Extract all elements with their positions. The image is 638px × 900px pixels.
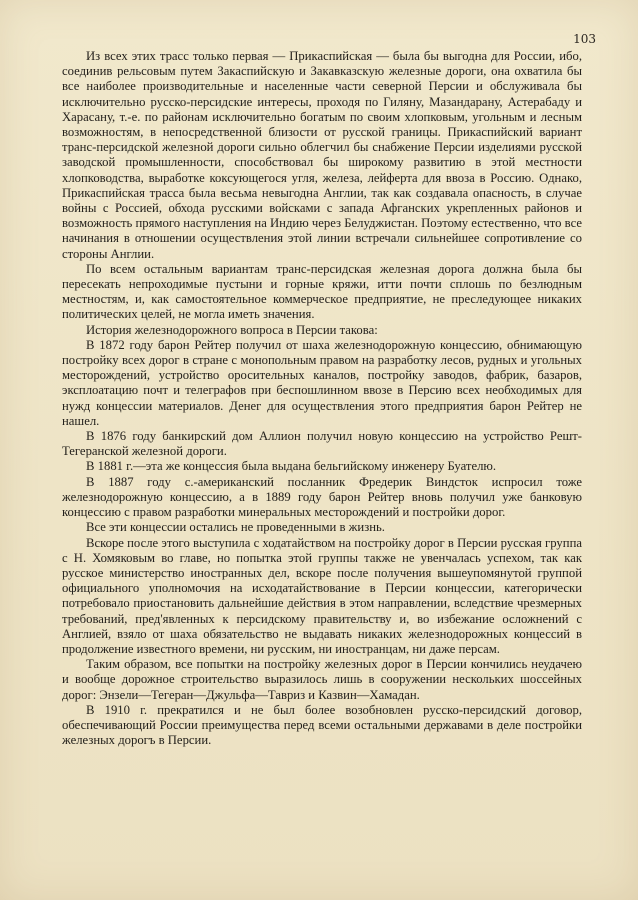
paragraph: По всем остальным вариантам транс-персидская железная дорога должна была бы пересекать непроходимые пустыни и горные кряжи, итти почти сплошь по безлюдным местностям, и, как самостоятельное коммерческое предприятие, не преследующее никаких политических целей, не могла иметь значения. <box>62 261 582 322</box>
paragraph: В 1876 году банкирский дом Аллион получил новую концессию на устройство Решт-Тегеранской железной дороги. <box>62 429 582 459</box>
paragraph: Вскоре после этого выступила с ходатайством на постройку дорог в Персии русская группа с Н. Хомяковым во главе, но попытка этой группы также не увенчалась успехом, так как русское министерство иностранных дел, вскоре после получения вышеупомянутой группой официального уполномочия на исходатайствование в Персии концессии, категорически потребовало приостановить дальнейшие действия в этом направлении, вследствие чрезмерных требований, пред'явленных к персидскому правительству и, во избежание осложнений с Англией, взяло от шаха обязательство не выдавать никаких железнодорожных концессий в продолжение известного времени, ни русским, ни иностранцам, ни даже персам. <box>62 535 582 656</box>
paragraph: Все эти концессии остались не проведенными в жизнь. <box>86 520 385 535</box>
page-number: 103 <box>573 32 596 46</box>
paragraph: В 1881 г.—эта же концессия была выдана бельгийскому инженеру Буателю. <box>86 459 497 474</box>
paragraph: Из всех этих трасс только первая — Прикаспийская — была бы выгодна для России, ибо, соединив рельсовым путем Закаспийскую и Закавказскую железные дороги, она охватила бы все наиболее производительные и населенные части северной Персии и обслуживала бы исключительно русско-персидские интересы, проходя по Гиляну, Мазандарану, Астерабаду и Харасану, т.-е. по районам исключительно богатым по своим хлопковым, угольным и лесным возможностям, в непосредственной близости от русской границы. Прикаспийский вариант транс-персидской железной дороги сильно облегчил бы снабжение Персии изделиями русской заводской промышленности, способствовал бы широкому развитию в этой местности хлопководства, выработке коксующегося угля, железа, лейферта для ввоза в Россию. Однако, Прикаспийская трасса была весьма невыгодна Англии, так как создавала опасность, в случае войны с Россией, обхода русскими войсками с запада Афганских укрепленных районов и возможность прямого наступления на Индию через Белуджистан. Поэтому естественно, что все начинания в отношении осуществления этой линии встречали сильнейшее сопротивление со стороны Англии. <box>62 49 582 261</box>
paragraph: Таким образом, все попытки на постройку железных дорог в Персии кончились неудачею и вообще дорожное строительство выразилось лишь в сооружении нескольких шоссейных дорог: Энзели—Тегеран—Джульфа—Тавриз и Казвин—Хамадан. <box>62 657 582 702</box>
paragraph: В 1910 г. прекратился и не был более возобновлен русско-персидский договор, обеспечивающий России преимущества перед всеми остальными державами в деле постройки железных дорогъ в Персии. <box>62 702 582 748</box>
paragraph: История железнодорожного вопроса в Персии такова: <box>86 322 378 337</box>
paragraph: В 1872 году барон Рейтер получил от шаха железнодорожную концессию, обнимающую постройку всех дорог в стране с монопольным правом на разработку лесов, рудных и угольных месторождений, устройство оросительных каналов, постройку заводов, фабрик, базаров, эксплоатацию почт и телеграфов при беспошлинном ввозе в Персию всех необходимых для нужд концессии материалов. Денег для осуществления этого предприятия барон Рейтер не нашел. <box>62 337 582 428</box>
paragraph: В 1887 году с.-американский посланник Фредерик Виндсток испросил тоже железнодорожную концессию, а в 1889 году барон Рейтер вновь получил уже банковую концессию с правом разработки минеральных месторождений и постройки дорог. <box>62 474 582 520</box>
body-text <box>62 49 582 748</box>
